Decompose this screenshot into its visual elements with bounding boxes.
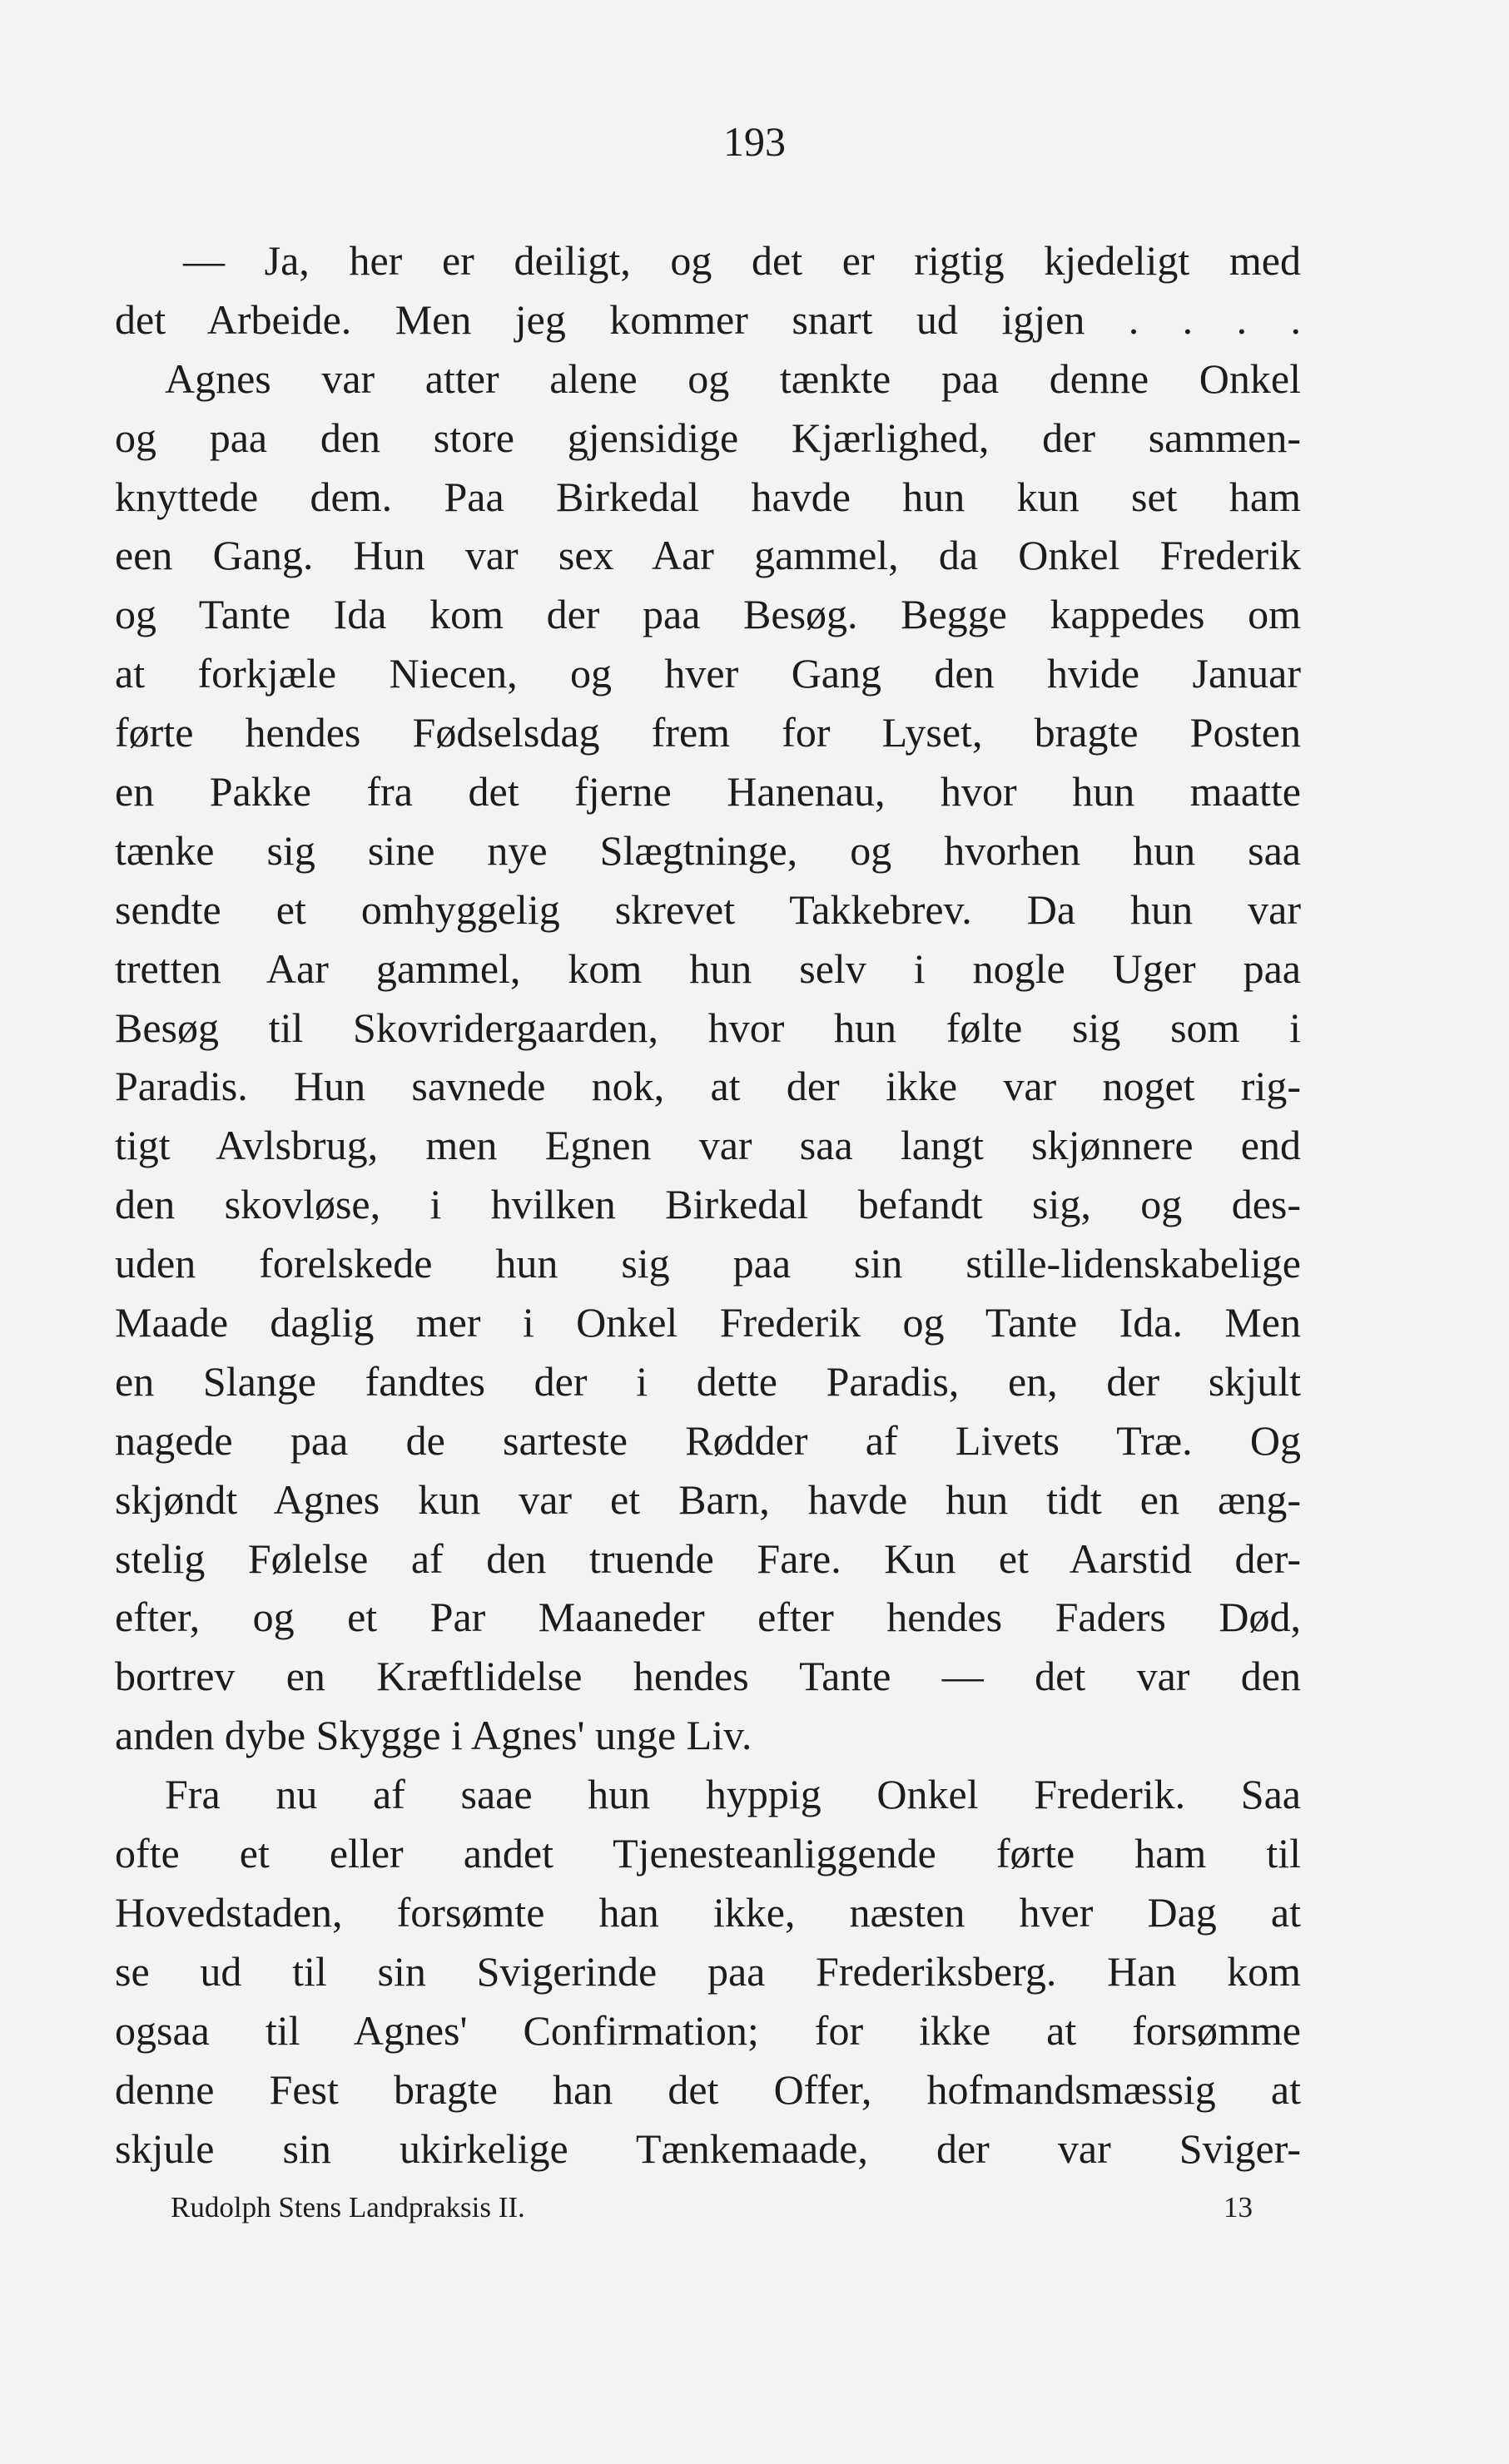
text-line: een Gang. Hun var sex Aar gammel, da Onkel Frederik <box>115 532 1301 579</box>
text-line: tigt Avlsbrug, men Egnen var saa langt skjønnere end <box>115 1122 1301 1169</box>
text-line: og Tante Ida kom der paa Besøg. Begge kappedes om <box>115 591 1301 638</box>
text-line: Hovedstaden, forsømte han ikke, næsten hver Dag at <box>115 1888 1301 1936</box>
text-line: denne Fest bragte han det Offer, hofmandsmæssig at <box>115 2065 1301 2113</box>
text-line: skjøndt Agnes kun var et Barn, havde hun tidt en æng- <box>115 1475 1301 1523</box>
text-line: tænke sig sine nye Slægtninge, og hvorhen hun saa <box>115 826 1301 874</box>
footer-signature-number: 13 <box>1224 2191 1253 2224</box>
text-line: bortrev en Kræftlidelse hendes Tante — det var den <box>115 1653 1301 1700</box>
text-line: og paa den store gjensidige Kjærlighed, der sammen- <box>115 414 1301 461</box>
text-line: sendte et omhyggelig skrevet Takkebrev. Da hun var <box>115 885 1301 933</box>
text-line: ofte et eller andet Tjenesteanliggende førte ham til <box>115 1830 1301 1877</box>
text-line: se ud til sin Svigerinde paa Frederiksberg. Han kom <box>115 1947 1301 1995</box>
text-line: det Arbeide. Men jeg kommer snart ud igjen . . . . <box>115 295 1301 343</box>
text-line: anden dybe Skygge i Agnes' unge Liv. <box>115 1712 752 1759</box>
text-line: nagede paa de sarteste Rødder af Livets Træ. Og <box>115 1416 1301 1464</box>
text-line: efter, og et Par Maaneder efter hendes Faders Død, <box>115 1594 1301 1641</box>
text-line: Besøg til Skovridergaarden, hvor hun følte sig som i <box>115 1004 1301 1051</box>
text-line: skjule sin ukirkelige Tænkemaade, der var Sviger- <box>115 2124 1301 2172</box>
text-line: stelig Følelse af den truende Fare. Kun et Aarstid der- <box>115 1534 1301 1582</box>
text-line: uden forelskede hun sig paa sin stille-lidenskabelige <box>115 1240 1301 1287</box>
page-text <box>115 231 1301 2178</box>
text-line: — Ja, her er deiligt, og det er rigtig kjedeligt med <box>183 237 1301 284</box>
text-line: førte hendes Fødselsdag frem for Lyset, bragte Posten <box>115 709 1301 756</box>
text-line: ogsaa til Agnes' Confirmation; for ikke at forsømme <box>115 2006 1301 2054</box>
text-line: knyttede dem. Paa Birkedal havde hun kun set ham <box>115 473 1301 520</box>
text-line: en Pakke fra det fjerne Hanenau, hvor hun maatte <box>115 768 1301 816</box>
footer-book-title: Rudolph Stens Landpraksis II. <box>171 2191 525 2224</box>
text-line: at forkjæle Niecen, og hver Gang den hvide Januar <box>115 650 1301 697</box>
text-line: den skovløse, i hvilken Birkedal befandt sig, og des- <box>115 1181 1301 1228</box>
text-line: tretten Aar gammel, kom hun selv i nogle Uger paa <box>115 944 1301 992</box>
page-footer <box>171 2187 1253 2229</box>
text-line: Agnes var atter alene og tænkte paa denne Onkel <box>165 354 1301 402</box>
text-line: Fra nu af saae hun hyppig Onkel Frederik. Saa <box>165 1771 1301 1818</box>
text-line: Paradis. Hun savnede nok, at der ikke var noget rig- <box>115 1063 1301 1110</box>
text-line: Maade daglig mer i Onkel Frederik og Tante Ida. Men <box>115 1299 1301 1346</box>
text-line: en Slange fandtes der i dette Paradis, en, der skjult <box>115 1357 1301 1405</box>
page-number: 193 <box>723 118 786 165</box>
